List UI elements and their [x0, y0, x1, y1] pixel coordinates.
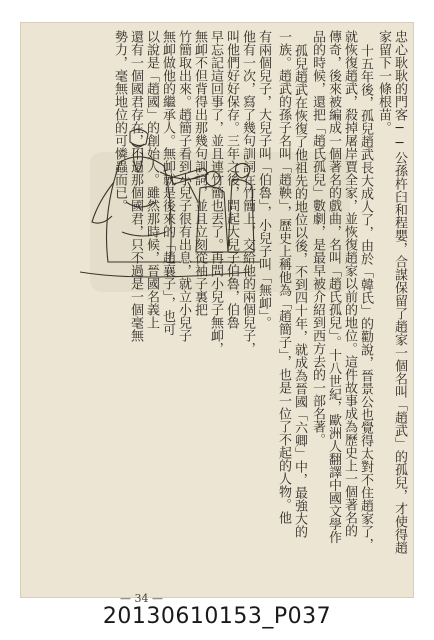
text-column: 他有一次，寫了幾句訓詞在竹簡上，交給他的兩個兒子， [240, 30, 255, 355]
text-column: 叫他們好好保存。三年之後，問起大兒子伯魯，伯魯 [224, 30, 239, 329]
text-column: 忠心耿耿的門客──公孫杵臼和程嬰，合謀保留了趙家一個名叫「趙武」的孤兒，才使得趙 [392, 30, 407, 554]
text-column: 家留下一條根苗。 [376, 30, 391, 134]
text-column: 勢力，毫無地位的可憐蟲而已。 [112, 30, 127, 212]
text-column: 傳奇，後來被編成一個著名的戲曲，名叫「趙氏孤兒」。十八世紀，歐洲人翻譯中國文學作 [326, 30, 341, 544]
text-column: 一族。趙武的孫子名叫「趙鞅」，歷史上稱他為「趙簡子」，也是一位了不起的人物。他 [276, 30, 291, 524]
text-column: 十五年後，孤兒趙武長大成人了，由於「韓氏」的勸說，晉景公也覺得太對不住趙家了， [358, 44, 373, 551]
text-column: 竹簡取出來。趙簡子看到小兒子很有出息，就立小兒子 [176, 30, 191, 342]
text-column: 無卹做他的繼承人。無卹就是後來的「趙襄子」，也可 [160, 30, 175, 336]
text-column: 孤兒趙武在恢復了他祖先的地位以後，不到四十年，就成為晉國「六卿」中，最強大的 [292, 44, 307, 538]
text-column: 無卹不但背得出那幾句訓詞，並且立刻從袖子裏把 [192, 30, 207, 316]
text-column: 早忘記這回事了，並且連竹簡也丟了。再問小兒子無卹， [208, 30, 223, 355]
text-column: 還有一個國君存在，不過那個國君，只不過是一個毫無 [128, 30, 143, 342]
page-number: — 34 — [120, 592, 163, 605]
image-caption: 20130610153_P037 [102, 604, 332, 629]
text-column: 就恢復趙武，殺掉屠岸賈全家，並恢復趙家以前的地位。這件故事成為歷史上一個著名的 [342, 30, 357, 537]
text-column: 以說是「趙國」的創始人。雖然那時候，晉國名義上 [144, 30, 159, 329]
book-page [20, 22, 414, 605]
text-column: 品的時候，還把「趙氏孤兒」數劇，是最早被介紹到西方去的一部名著。 [310, 30, 325, 446]
text-column: 有兩個兒子，大兒子叫「伯魯」，小兒子叫「無卹」。 [256, 30, 271, 329]
